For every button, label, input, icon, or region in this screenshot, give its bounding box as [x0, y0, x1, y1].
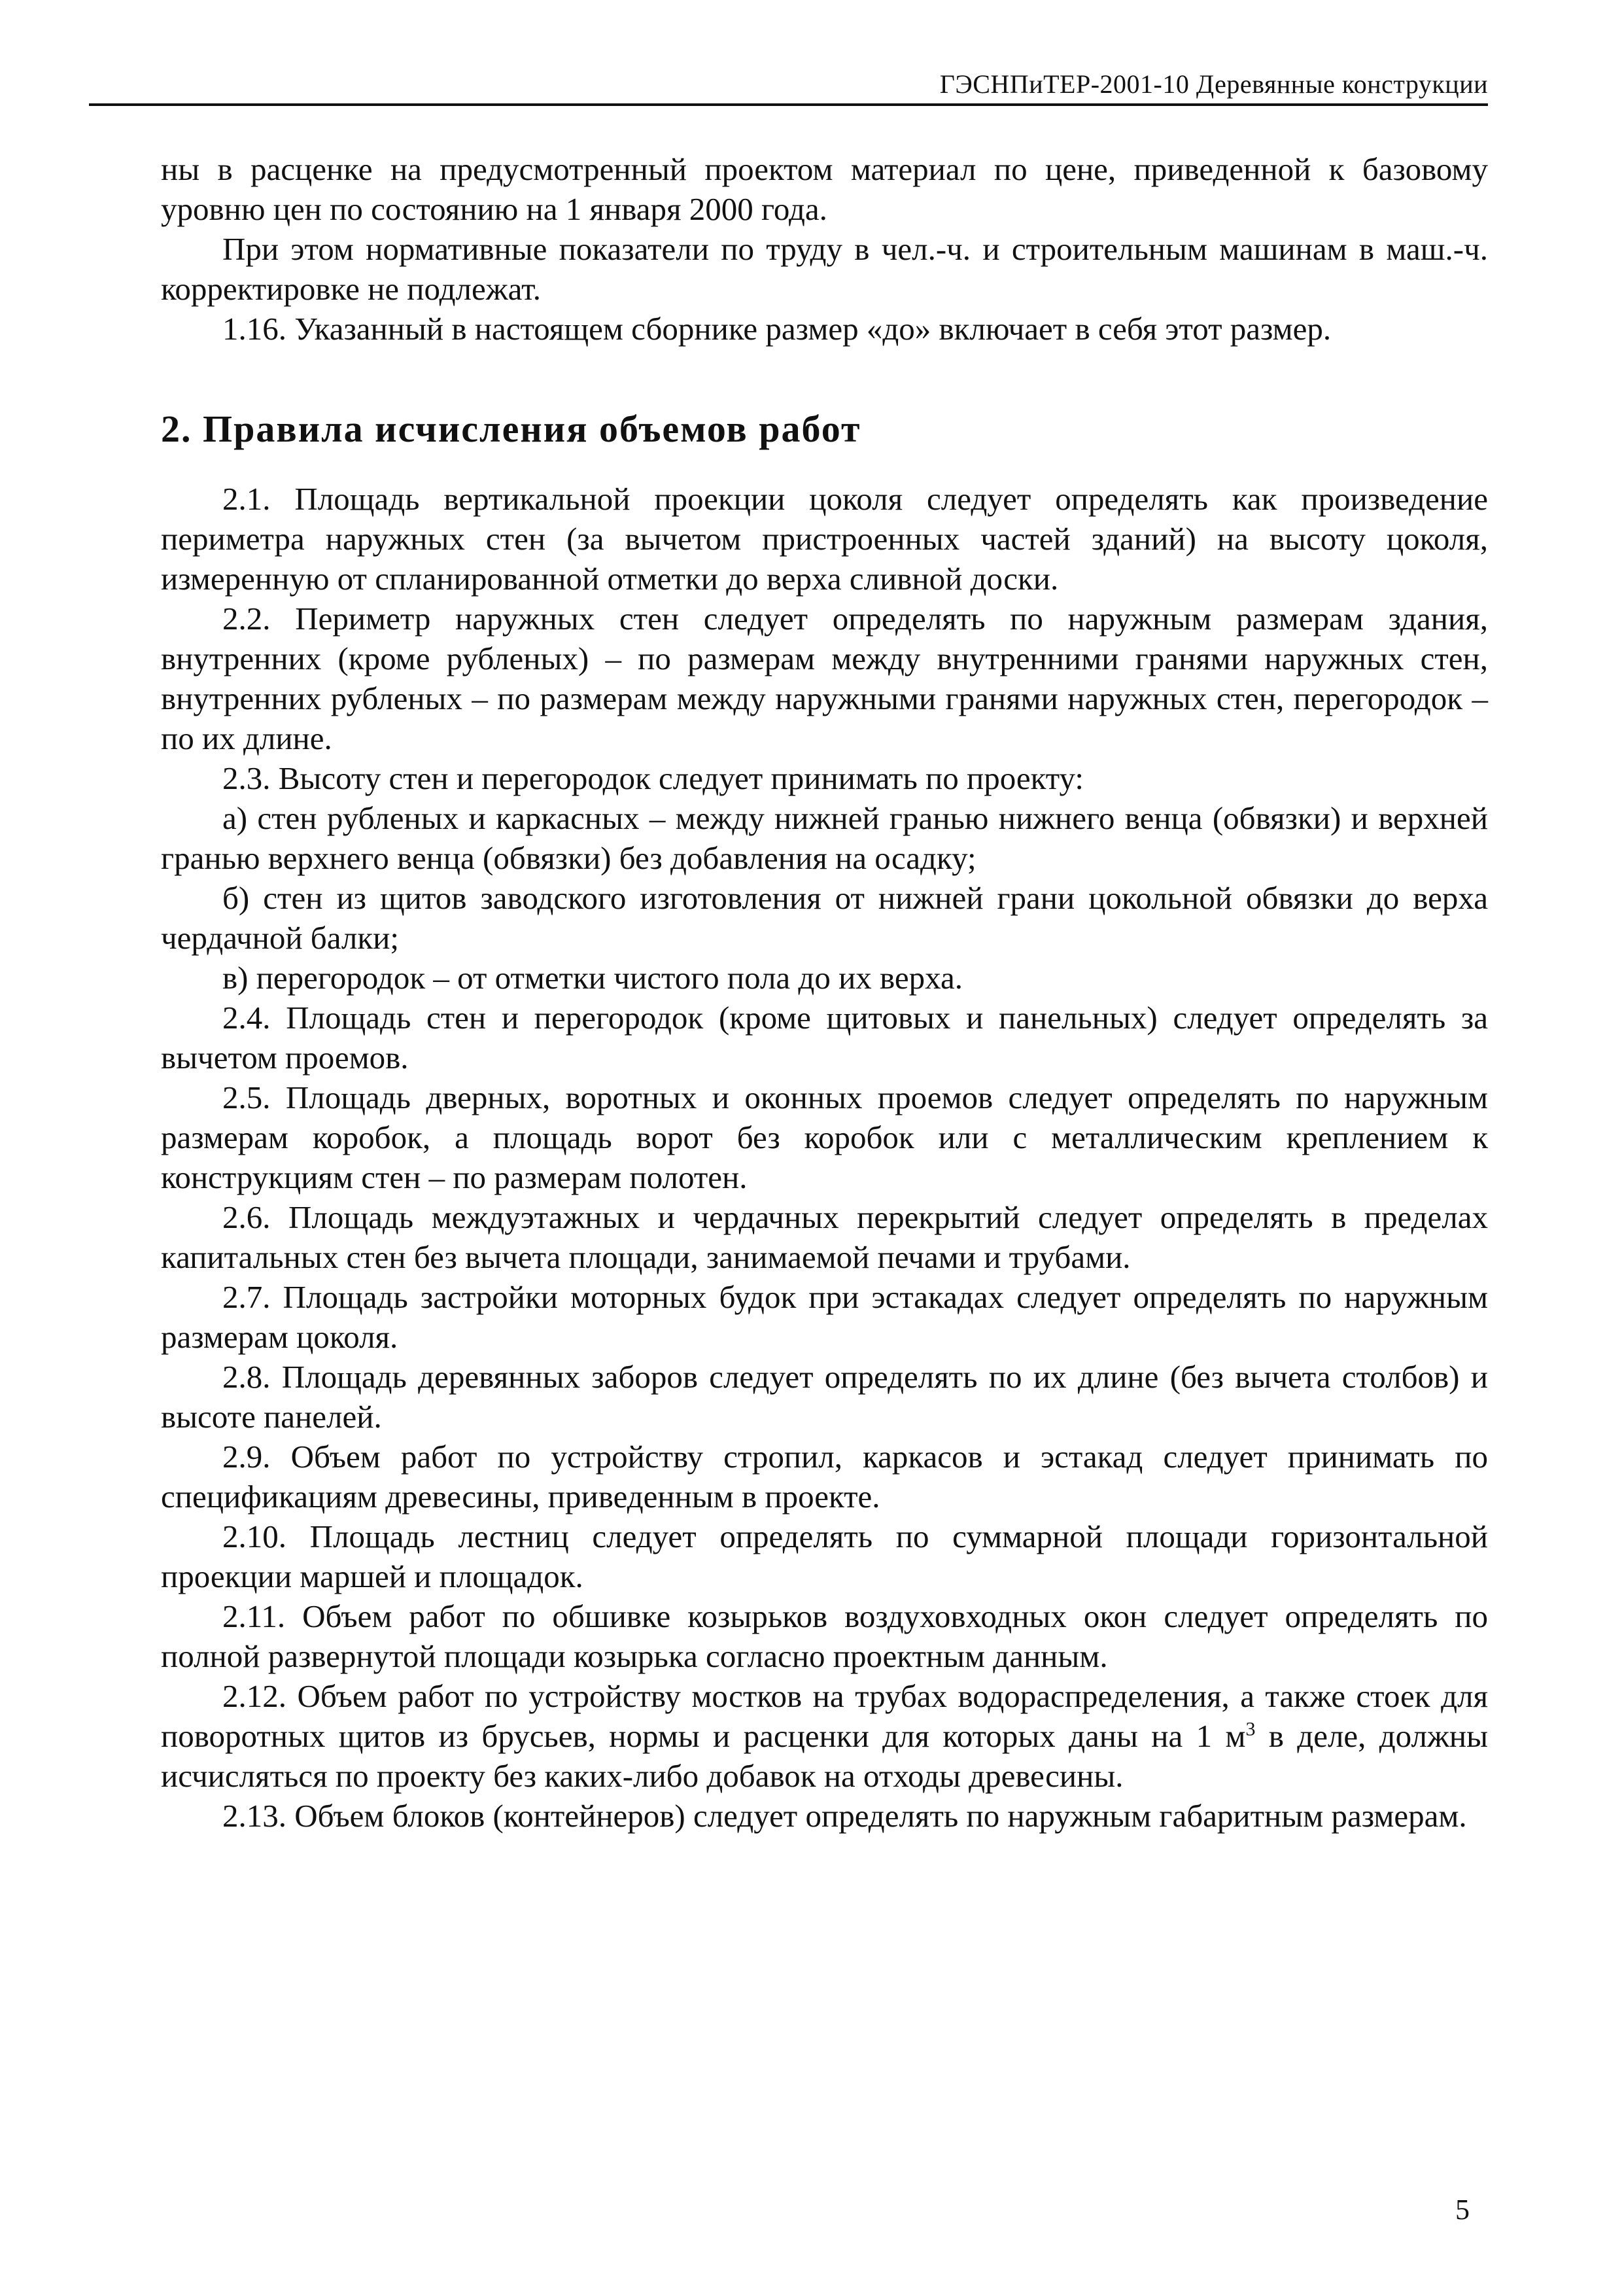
p212-text-after: в деле, должны исчисляться по проекту без каких-либо добавок на отходы древесины. — [161, 1718, 1488, 1794]
section-paragraph: в) перегородок – от отметки чистого пола до их верха. — [222, 960, 963, 996]
page-number: 5 — [1455, 2194, 1470, 2226]
section-paragraph: 2.1. Площадь вертикальной проекции цоколя следует определять как произведение периметра наружных стен (за вычетом пристроенных частей зданий) на высоту цоколя, измеренную от спланированной отметки до верха сливной доски. — [161, 481, 1488, 597]
section-paragraph: 2.2. Периметр наружных стен следует определять по наружным размерам здания, внутренних (кроме рубленых) – по размерам между внутренними гранями наружных стен, внутренних рубленых – по размерам между наружными гранями наружных стен, перегородок – по их длине. — [161, 601, 1488, 756]
intro-paragraph: При этом нормативные показатели по труду в чел.-ч. и строительным машинам в маш.-ч. корректировке не подлежат. — [161, 231, 1488, 307]
section-paragraph: б) стен из щитов заводского изготовления от нижней грани цокольной обвязки до верха чердачной балки; — [161, 880, 1488, 956]
section-paragraph: а) стен рубленых и каркасных – между нижней гранью нижнего венца (обвязки) и верхней гранью верхнего венца (обвязки) без добавления на осадку; — [161, 800, 1488, 876]
running-header — [89, 63, 1488, 106]
section-paragraph: 2.4. Площадь стен и перегородок (кроме щитовых и панельных) следует определять за вычетом проемов. — [161, 1000, 1488, 1076]
section-paragraph: 2.8. Площадь деревянных заборов следует определять по их длине (без вычета столбов) и высоте панелей. — [161, 1359, 1488, 1435]
intro-paragraph: 1.16. Указанный в настоящем сборнике размер «до» включает в себя этот размер. — [222, 311, 1332, 347]
section-paragraph: 2.11. Объем работ по обшивке козырьков воздуховходных окон следует определять по полной развернутой площади козырька согласно проектным данным. — [161, 1598, 1488, 1674]
page-body — [161, 149, 1488, 1836]
section-paragraph: 2.5. Площадь дверных, воротных и оконных проемов следует определять по наружным размерам коробок, а площадь ворот без коробок или с металлическим креплением к конструкциям стен – по размерам полотен. — [161, 1079, 1488, 1195]
section-paragraph: 2.7. Площадь застройки моторных будок при эстакадах следует определять по наружным размерам цоколя. — [161, 1279, 1488, 1355]
cubic-superscript: 3 — [1245, 1718, 1256, 1740]
p212-text-before: 2.12. Объем работ по устройству мостков на трубах водораспределения, а также стоек для поворотных щитов из брусьев, нормы и расценки для которых даны на 1 м — [161, 1678, 1488, 1754]
section-paragraph: 2.6. Площадь междуэтажных и чердачных перекрытий следует определять в пределах капитальных стен без вычета площади, занимаемой печами и трубами. — [161, 1199, 1488, 1275]
section-paragraph: 2.9. Объем работ по устройству стропил, каркасов и эстакад следует принимать по спецификациям древесины, приведенным в проекте. — [161, 1439, 1488, 1515]
section-paragraph: 2.10. Площадь лестниц следует определять по суммарной площади горизонтальной проекции маршей и площадок. — [161, 1518, 1488, 1594]
section-paragraph-2-13: 2.13. Объем блоков (контейнеров) следует определять по наружным габаритным размерам. — [222, 1798, 1467, 1834]
section-heading: 2. Правила исчисления объемов работ — [161, 408, 861, 450]
running-title: ГЭСНПиТЕР-2001-10 Деревянные конструкции — [939, 69, 1488, 99]
intro-paragraph-continuation: ны в расценке на предусмотренный проектом материал по цене, приведенной к базовому уровню цен по состоянию на 1 января 2000 года. — [161, 151, 1488, 227]
section-paragraph: 2.3. Высоту стен и перегородок следует принимать по проекту: — [222, 760, 1084, 796]
section-paragraph-2-12 — [161, 1676, 1488, 1796]
